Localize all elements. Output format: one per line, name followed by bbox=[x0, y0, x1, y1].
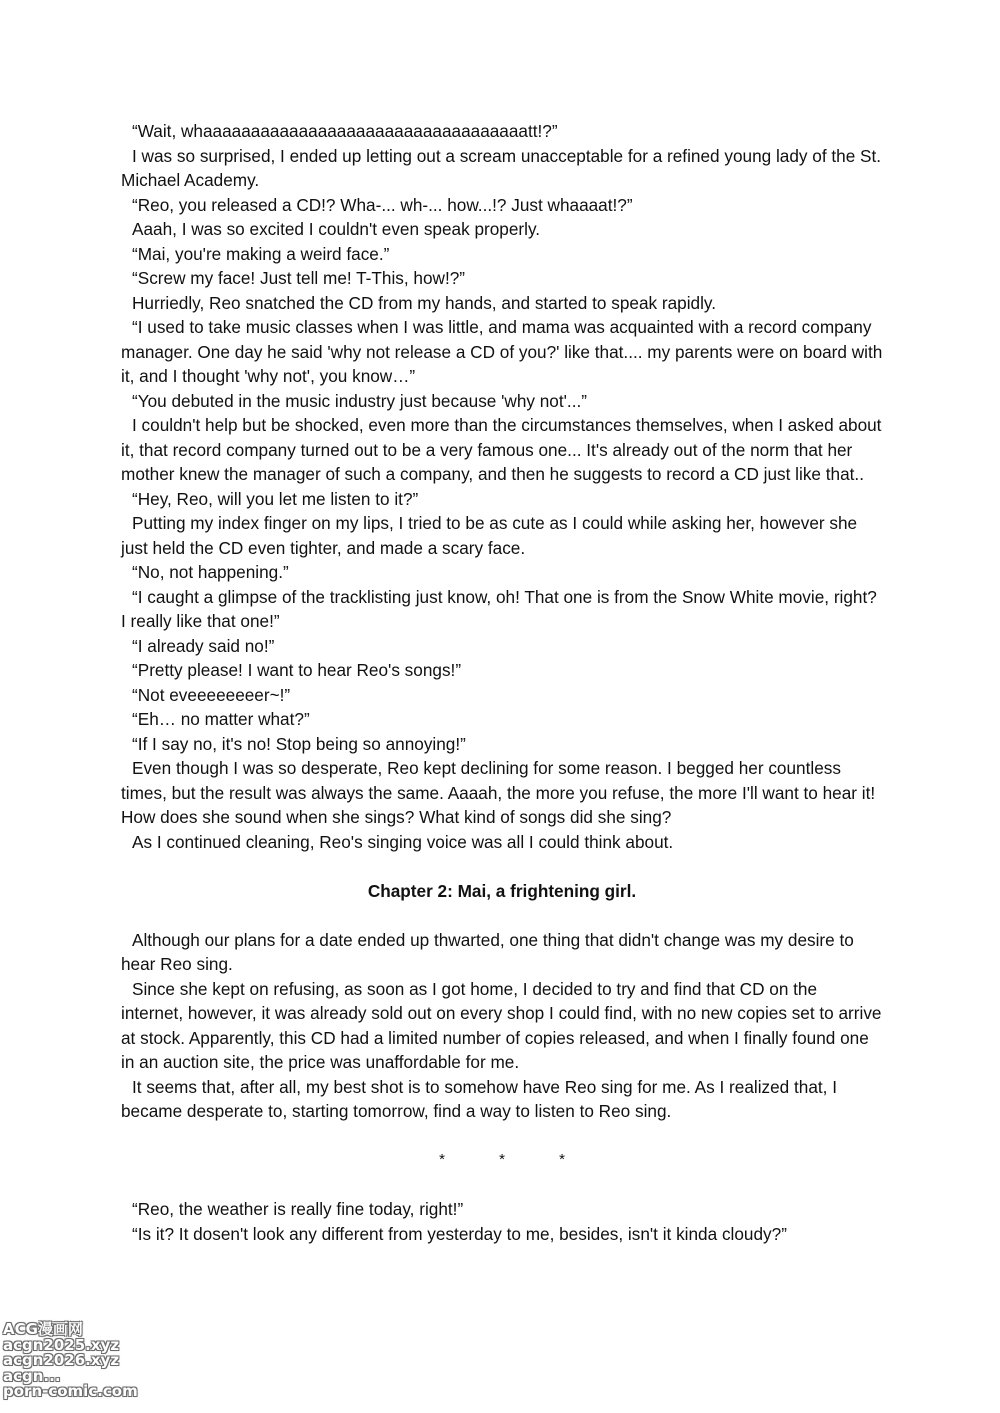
scene-separator bbox=[121, 1148, 883, 1173]
watermark-line: acgn2026.xyz bbox=[3, 1351, 120, 1369]
paragraph: “You debuted in the music industry just because 'why not'...” bbox=[132, 390, 587, 411]
paragraph: As I continued cleaning, Reo's singing voice was all I could think about. bbox=[132, 831, 674, 852]
paragraph: “Reo, you released a CD!? Wha-... wh-... how...!? Just whaaaat!?” bbox=[132, 194, 633, 215]
chapter-title: Chapter 2: Mai, a frightening girl. bbox=[367, 880, 637, 901]
separator-star: * bbox=[439, 1151, 445, 1168]
paragraph: “Is it? It dosen't look any different from yesterday to me, besides, isn't it kinda cloudy?” bbox=[132, 1223, 787, 1244]
paragraph: “Pretty please! I want to hear Reo's songs!” bbox=[132, 660, 462, 680]
paragraph: Hurriedly, Reo snatched the CD from my hands, and started to speak rapidly. bbox=[132, 292, 717, 313]
paragraphs-after bbox=[121, 1197, 883, 1246]
watermark bbox=[3, 1320, 138, 1400]
watermark-line: acgn... bbox=[3, 1366, 61, 1385]
paragraph: “Mai, you're making a weird face.” bbox=[132, 243, 390, 264]
separator-star: * bbox=[559, 1151, 565, 1168]
paragraph: Putting my index finger on my lips, I tried to be as cute as I could while asking her, however she just held the CD even tighter, and made a scary face. bbox=[121, 513, 858, 558]
paragraph: “Wait, whaaaaaaaaaaaaaaaaaaaaaaaaaaaaaaaaaatt!?” bbox=[132, 121, 558, 141]
watermark-line: acgn2025.xyz bbox=[3, 1335, 120, 1354]
paragraph: “Reo, the weather is really fine today, right!” bbox=[132, 1199, 464, 1219]
paragraph: Aaah, I was so excited I couldn't even speak properly. bbox=[132, 219, 541, 239]
paragraph: “If I say no, it's no! Stop being so annoying!” bbox=[132, 733, 466, 754]
paragraph: “Eh… no matter what?” bbox=[132, 709, 310, 729]
paragraph: I was so surprised, I ended up letting out a scream unacceptable for a refined young lady of the St. Michael Academy. bbox=[121, 145, 882, 190]
paragraph: “I caught a glimpse of the tracklisting just know, oh! That one is from the Snow White movie, right? I really like that one!” bbox=[121, 586, 877, 631]
watermark-line: porn-comic.com bbox=[3, 1382, 138, 1400]
paragraph: Although our plans for a date ended up thwarted, one thing that didn't change was my desire to hear Reo sing. bbox=[121, 929, 854, 974]
paragraph: “I already said no!” bbox=[132, 635, 275, 656]
paragraph: “Not eveeeeeeeer~!” bbox=[132, 684, 291, 705]
paragraphs-middle bbox=[121, 928, 883, 1124]
paragraph: “Hey, Reo, will you let me listen to it?” bbox=[132, 488, 419, 509]
paragraph: I couldn't help but be shocked, even more than the circumstances themselves, when I asked about it, that record company turned out to be a very famous one... It's already out of the norm that her mother knew the manager of such a company, and then he suggests to record a CD just like that.. bbox=[121, 415, 882, 484]
paragraph: It seems that, after all, my best shot is to somehow have Reo sing for me. As I realized that, I became desperate to, starting tomorrow, find a way to listen to Reo sing. bbox=[121, 1076, 838, 1121]
page-text bbox=[121, 119, 883, 1246]
watermark-line: ACG漫画网 bbox=[3, 1320, 83, 1338]
paragraphs-before bbox=[121, 119, 883, 854]
paragraph: Since she kept on refusing, as soon as I got home, I decided to try and find that CD on the internet, however, it was already sold out on every shop I could find, with no new copies set to arrive at stock. Apparently, this CD had a limited number of copies released, and when I finally found one in an auction site, the price was unaffordable for me. bbox=[121, 978, 882, 1072]
separator-star: * bbox=[499, 1151, 505, 1168]
paragraph: “I used to take music classes when I was little, and mama was acquainted with a record company manager. One day he said 'why not release a CD of you?' like that.... my parents were on board with it, and I thought 'why not', you know…” bbox=[121, 317, 883, 386]
paragraph: “Screw my face! Just tell me! T-This, how!?” bbox=[132, 268, 466, 288]
paragraph: “No, not happening.” bbox=[132, 562, 289, 582]
paragraph: Even though I was so desperate, Reo kept declining for some reason. I begged her countless times, but the result was always the same. Aaaah, the more you refuse, the more I'll want to hear it! How does she sound when she sings? What kind of songs did she sing? bbox=[121, 758, 876, 827]
